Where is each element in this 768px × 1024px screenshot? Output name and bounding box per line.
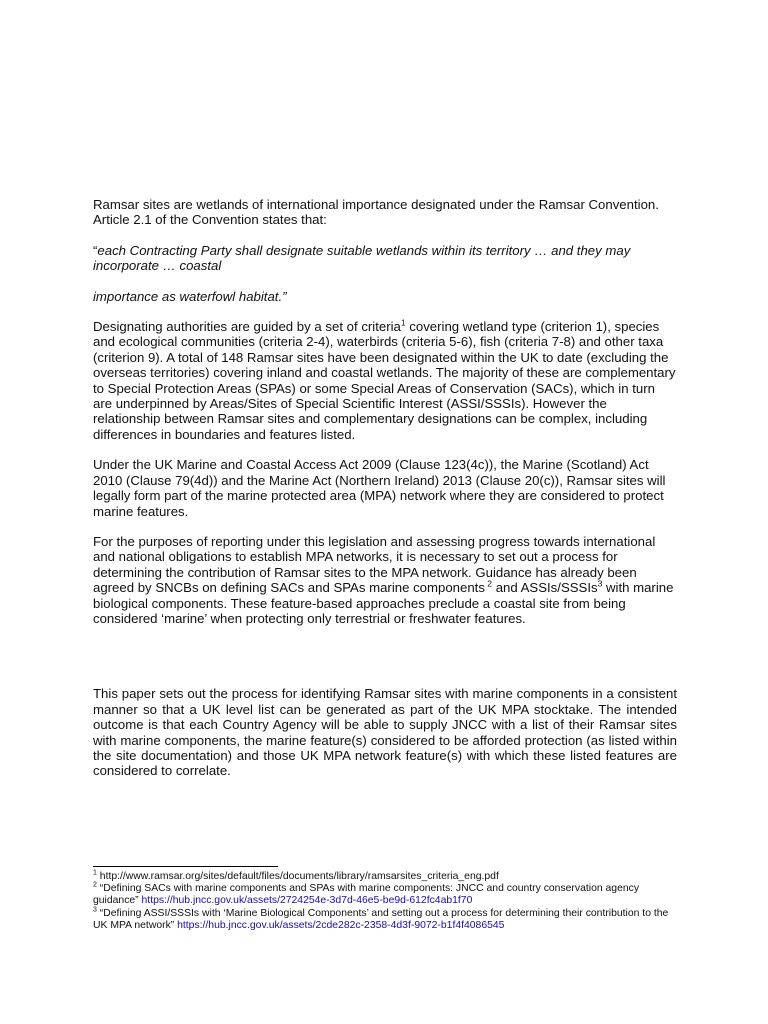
criteria-text-b: covering wetland type (criterion 1), species and ecological communities (criteria 2-4), waterbirds (criteria 5-6), fish (criteria 7-8) and other taxa (criterion 9). A total of 148 Ramsar sites have been designated within the UK to date (excluding the overseas territories) covering inland and coastal wetlands. The majority of these are complementary to Special Protection Areas (SPAs) or some Special Areas of Conservation (SACs), which in turn are underpinned by Areas/Sites of Special Scientific Interest (ASSI/SSSIs). However the relationship between Ramsar sites and complementary designations can be complex, including differences in boundaries and features listed.	[93, 319, 676, 442]
footnote-3-number: 3	[93, 906, 97, 914]
purposes-text-a: For the purposes of reporting under this legislation and assessing progress towards international and national obligations to establish MPA networks, it is necessary to set out a process for determining the contribution of Ramsar sites to the MPA network. Guidance has already been agreed by SNCBs on defining SACs and SPAs marine components	[93, 533, 656, 596]
quote-line-1	[93, 243, 677, 274]
criteria-paragraph	[93, 319, 677, 442]
footnote-divider	[93, 866, 278, 867]
footnote-3-text: “Defining ASSI/SSSIs with ‘Marine Biological Components’ and setting out a process for determining their contribution to the UK MPA network”	[93, 907, 669, 931]
footnote-ref-2: 2	[484, 578, 493, 589]
footnote-3-link[interactable]: https://hub.jncc.gov.uk/assets/2cde282c-2358-4d3f-9072-b1f4f4086545	[177, 919, 505, 931]
quote-text-1: each Contracting Party shall designate suitable wetlands within its territory … and they may incorporate … coastal	[93, 242, 631, 274]
footnote-2-link[interactable]: https://hub.jncc.gov.uk/assets/2724254e-3d7d-46e5-be9d-612fc4ab1f70	[141, 895, 473, 907]
document-body	[93, 197, 677, 779]
criteria-text-a: Designating authorities are guided by a set of criteria	[93, 319, 401, 335]
footnote-1-number: 1	[93, 869, 97, 877]
footnote-1-text: http://www.ramsar.org/sites/default/files/documents/library/ramsarsites_criteria_eng.pdf	[96, 871, 499, 882]
purposes-text-b: and ASSIs/SSSIs	[492, 580, 598, 596]
purposes-text-c: with marine biological components. These feature-based approaches preclude a coastal site from being considered ‘marine’ when protecting only terrestrial or freshwater features.	[93, 580, 674, 626]
footnote-ref-3: 3	[597, 578, 603, 589]
intro-paragraph: Ramsar sites are wetlands of international importance designated under the Ramsar Convention. Article 2.1 of the Convention states that:	[93, 197, 659, 228]
footnote-3	[93, 908, 677, 932]
footnote-2-text: “Defining SACs with marine components and SPAs with marine components: JNCC and country conservation agency guidance”	[93, 883, 640, 907]
purposes-paragraph	[93, 534, 677, 626]
legislation-paragraph: Under the UK Marine and Coastal Access Act 2009 (Clause 123(4c)), the Marine (Scotland) Act 2010 (Clause 79(4d)) and the Marine Act (Northern Ireland) 2013 (Clause 20(c)), Ramsar sites will legally form part of the marine protected area (MPA) network where they are considered to protect marine features.	[93, 457, 666, 519]
footnote-2-number: 2	[93, 881, 97, 889]
footnotes-section	[93, 866, 677, 932]
footnote-1	[93, 871, 677, 883]
paper-paragraph: This paper sets out the process for identifying Ramsar sites with marine components in a consistent manner so that a UK level list can be generated as part of the UK MPA stocktake. The intended outcome is that each Country Agency will be able to supply JNCC with a list of their Ramsar sites with marine components, the marine feature(s) considered to be afforded protection (as listed within the site documentation) and those UK MPA network feature(s) with which these listed features are considered to correlate.	[93, 686, 677, 779]
quote-line-2: importance as waterfowl habitat.”	[93, 288, 287, 304]
footnote-ref-1: 1	[400, 317, 406, 328]
footnote-2	[93, 883, 677, 907]
quote-open-mark: “	[93, 242, 98, 258]
